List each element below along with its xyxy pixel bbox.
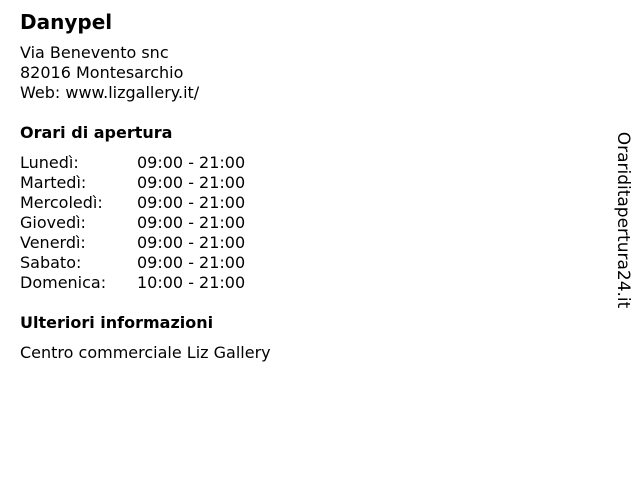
store-name: Danypel	[20, 10, 113, 34]
additional-info-text: Centro commerciale Liz Gallery	[20, 343, 271, 362]
hours-time: 10:00 - 21:00	[137, 273, 246, 292]
hours-day: Sabato:	[20, 253, 82, 272]
website-link[interactable]: Web: www.lizgallery.it/	[20, 83, 200, 102]
opening-hours-heading: Orari di apertura	[20, 123, 173, 142]
hours-time: 09:00 - 21:00	[137, 153, 246, 172]
hours-day: Martedì:	[20, 173, 87, 192]
hours-time: 09:00 - 21:00	[137, 253, 246, 272]
site-watermark: Orariditapertura24.it	[613, 131, 633, 309]
opening-hours-table	[20, 153, 280, 293]
hours-time: 09:00 - 21:00	[137, 213, 246, 232]
additional-info-heading: Ulteriori informazioni	[20, 313, 214, 332]
address-street: Via Benevento snc	[20, 43, 169, 62]
hours-time: 09:00 - 21:00	[137, 173, 246, 192]
hours-day: Domenica:	[20, 273, 107, 292]
hours-day: Lunedì:	[20, 153, 79, 172]
hours-day: Mercoledì:	[20, 193, 103, 212]
hours-row-monday	[20, 153, 280, 173]
address-city: 82016 Montesarchio	[20, 63, 184, 82]
hours-time: 09:00 - 21:00	[137, 233, 246, 252]
hours-row-thursday	[20, 213, 280, 233]
hours-row-saturday	[20, 253, 280, 273]
hours-row-tuesday	[20, 173, 280, 193]
hours-day: Venerdì:	[20, 233, 86, 252]
hours-time: 09:00 - 21:00	[137, 193, 246, 212]
hours-row-wednesday	[20, 193, 280, 213]
address-block	[20, 43, 199, 103]
hours-day: Giovedì:	[20, 213, 86, 232]
hours-row-sunday	[20, 273, 280, 293]
hours-row-friday	[20, 233, 280, 253]
